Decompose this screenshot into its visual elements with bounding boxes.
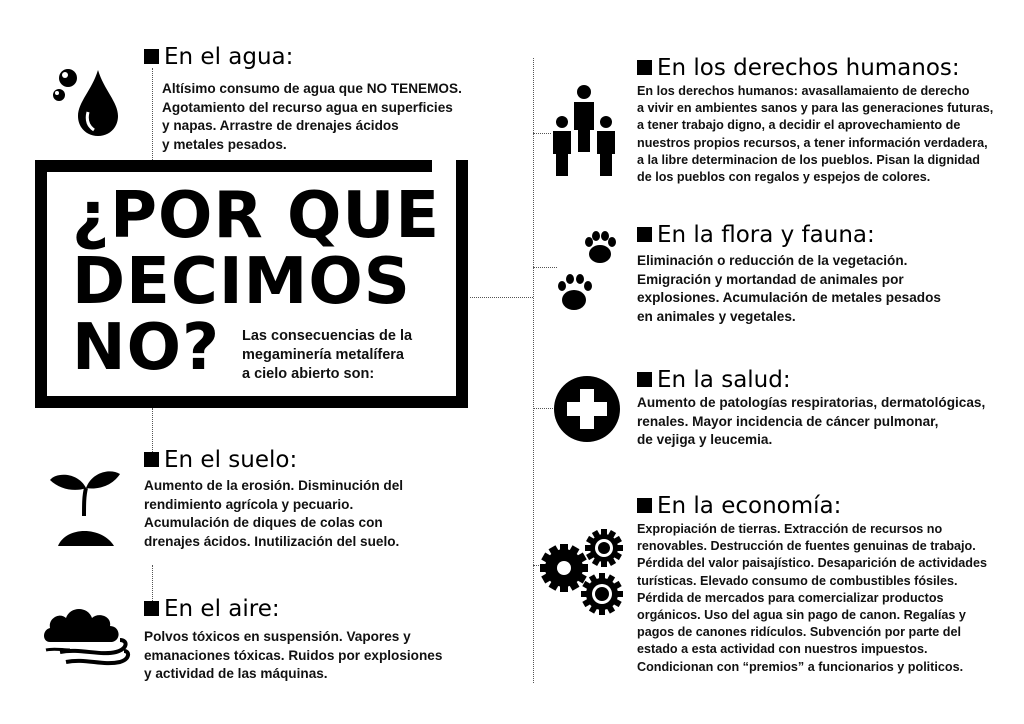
connector-right-spine	[533, 58, 534, 683]
text-line: de vejiga y leucemia.	[637, 432, 773, 448]
text-aire	[144, 628, 442, 684]
text-line: orgánicos. Uso del agua sin pago de canon. Regalías y	[637, 608, 966, 623]
heading-economia-text: En la economía:	[657, 493, 842, 519]
main-title-line-2: DECIMOS	[72, 245, 411, 319]
heading-suelo-text: En el suelo:	[164, 447, 298, 473]
connector-left-top	[152, 68, 153, 160]
main-subtitle	[242, 327, 412, 384]
connector-center	[470, 297, 533, 298]
text-line: renales. Mayor incidencia de cáncer pulmonar,	[637, 413, 939, 429]
text-line: Pérdida del valor paisajístico. Desaparición de actividades	[637, 556, 987, 571]
text-line: emanaciones tóxicas. Ruidos por explosiones	[144, 647, 443, 663]
text-line: a vivir en ambientes sanos y para las generaciones futuras,	[637, 101, 994, 116]
heading-derechos-text: En los derechos humanos:	[657, 55, 960, 81]
text-line: renovables. Destrucción de fuentes genuinas de trabajo.	[637, 539, 976, 554]
text-line: de los pueblos con regalos y espejos de colores.	[637, 170, 931, 185]
main-title-line-3: NO?	[72, 311, 221, 385]
text-line: y metales pesados.	[162, 136, 287, 152]
heading-aire-text: En el aire:	[164, 596, 280, 622]
text-line: Polvos tóxicos en suspensión. Vapores y	[144, 629, 411, 644]
text-line: Agotamiento del recurso agua en superficies	[162, 99, 453, 115]
text-line: Pérdida de mercados para comercializar productos	[637, 590, 944, 605]
cloud-wind-icon	[40, 604, 132, 670]
text-economia	[637, 521, 987, 676]
text-line: nuestros propios recursos, a tener información verdadera,	[637, 135, 988, 150]
text-suelo	[144, 477, 403, 551]
subtitle-line: megaminería metalífera	[242, 347, 404, 363]
heading-flora	[637, 222, 875, 248]
text-line: turísticas. Elevado consumo de combustibles fósiles.	[637, 573, 958, 588]
text-line: drenajes ácidos. Inutilización del suelo.	[144, 533, 400, 549]
frame-gap	[432, 160, 456, 172]
text-line: Acumulación de diques de colas con	[144, 515, 383, 531]
text-line: En los derechos humanos: avasallamaiento de derecho	[637, 84, 970, 98]
people-icon	[550, 84, 618, 178]
text-line: a la libre determinacion de los pueblos. Pisan la dignidad	[637, 152, 980, 167]
text-line: Expropiación de tierras. Extracción de recursos no	[637, 522, 943, 536]
paw-prints-icon	[556, 228, 626, 318]
heading-salud-text: En la salud:	[657, 367, 791, 393]
text-line: Aumento de la erosión. Disminución del	[144, 478, 404, 493]
water-drops-icon	[50, 64, 122, 138]
text-line: Condicionan con “premios” a funcionarios y politicos.	[637, 659, 964, 674]
heading-economia	[637, 493, 841, 519]
text-salud	[637, 394, 985, 450]
text-line: a tener trabajo digno, a decidir el aprovechamiento de	[637, 118, 961, 133]
main-title-line-1: ¿POR QUE	[72, 179, 441, 253]
heading-suelo	[144, 447, 297, 473]
connector-right-derechos	[533, 133, 551, 134]
text-line: Altísimo consumo de agua que NO TENEMOS.	[162, 81, 462, 96]
heading-derechos	[637, 55, 960, 81]
gears-icon	[540, 528, 626, 616]
text-line: Aumento de patologías respiratorias, dermatológicas,	[637, 395, 986, 410]
text-line: Emigración y mortandad de animales por	[637, 271, 904, 287]
text-line: rendimiento agrícola y pecuario.	[144, 496, 354, 512]
text-agua	[162, 80, 462, 154]
heading-agua-text: En el agua:	[164, 44, 294, 70]
text-line: explosiones. Acumulación de metales pesados	[637, 290, 941, 306]
heading-agua	[144, 44, 293, 70]
heading-aire	[144, 596, 280, 622]
sprout-icon	[48, 466, 122, 548]
connector-right-flora	[533, 267, 557, 268]
medical-cross-icon	[553, 375, 621, 443]
connector-right-salud	[533, 408, 553, 409]
text-derechos	[637, 83, 993, 186]
text-line: y actividad de las máquinas.	[144, 666, 328, 682]
text-line: pagos de canones ridículos. Subvención por parte del	[637, 625, 962, 640]
text-flora	[637, 252, 941, 326]
text-line: y napas. Arrastre de drenajes ácidos	[162, 118, 399, 134]
text-line: en animales y vegetales.	[637, 308, 796, 324]
subtitle-line: Las consecuencias de la	[242, 328, 413, 344]
heading-salud	[637, 367, 791, 393]
subtitle-line: a cielo abierto son:	[242, 366, 375, 382]
text-line: estado a esta actividad con nuestros impuestos.	[637, 642, 928, 657]
heading-flora-text: En la flora y fauna:	[657, 222, 875, 248]
text-line: Eliminación o reducción de la vegetación.	[637, 253, 908, 268]
